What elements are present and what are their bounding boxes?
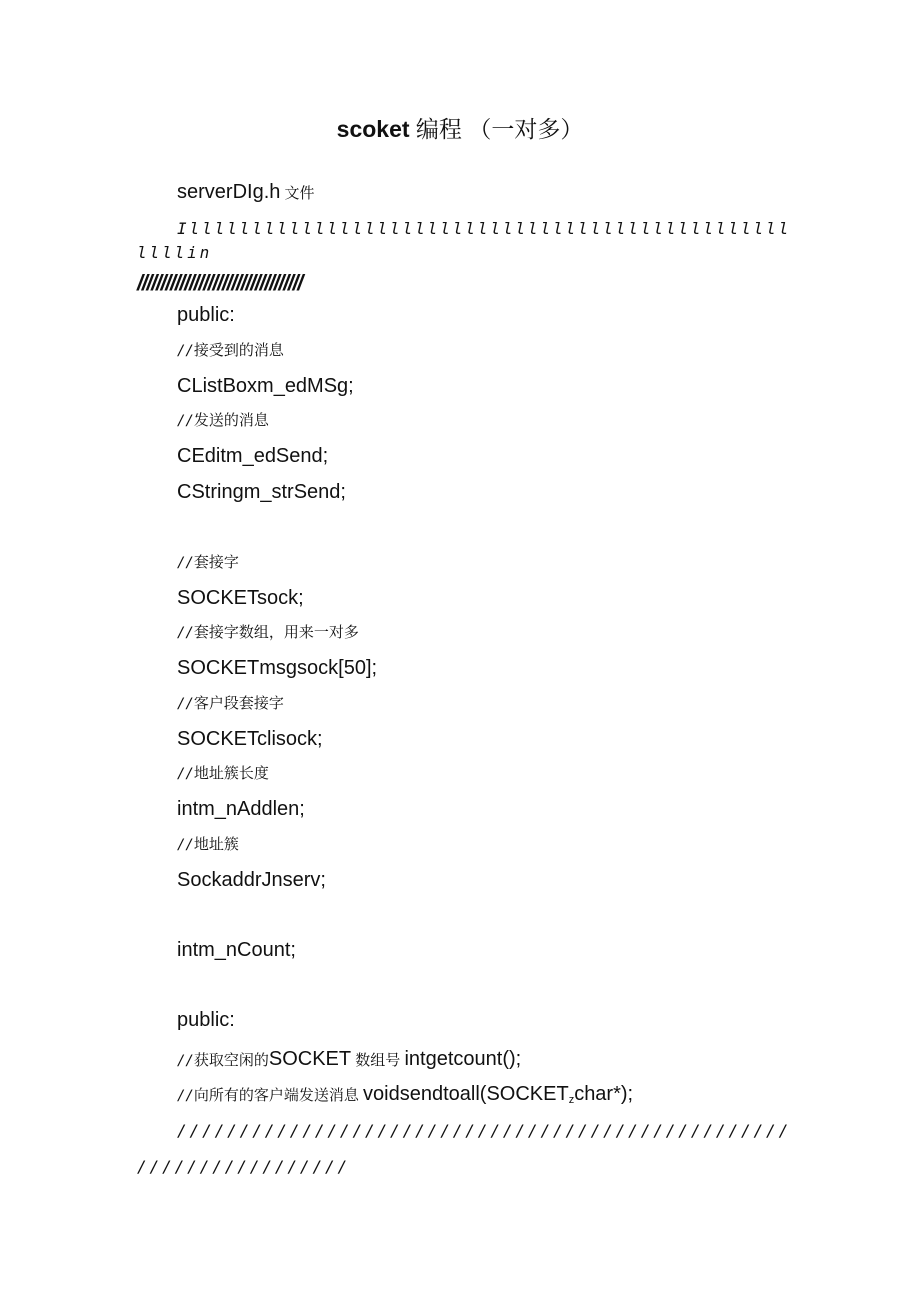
decl-client-socket: SOCKETclisock; [177,728,323,750]
decl-count: intm_nCount; [177,939,296,961]
file-heading [177,182,315,202]
comment-sendtoall: //向所有的客户端发送消息 $voidsendtoall(SOCKET_zchar*)$; [177,1083,634,1106]
decl-string: CStringm_strSend; [177,481,346,503]
decl-edit: CEditm_edSend; [177,445,329,467]
comment-received: //接受到的消息 [177,342,284,359]
title-bold: scoket [336,116,410,142]
public-label-2: public: [177,1009,235,1031]
comment-socket-array: //套接字数组，用来一对多 [177,624,359,641]
separator-line-1b: llllin [137,243,213,262]
comment-send: //发送的消息 [177,412,269,429]
separator-line-1a: Illllllllllllllllllllllllllllllllllllllllllllllll [177,219,792,238]
comment-socket: //套接字 [177,554,239,571]
separator-line-3b: ///////////////// [137,1157,351,1176]
decl-socket: SOCKETsock; [177,587,304,609]
decl-socket-array: SOCKETmsgsock[50]; [177,657,378,679]
separator-line-3a: ///////////////////////////////////////////////// [177,1121,792,1140]
comment-getcount: //获取空闲的SOCKET 数组号 intgetcount(); [177,1048,522,1070]
page-title [0,118,920,141]
comment-address: //地址簇 [177,836,239,853]
decl-address: SockaddrJnserv; [177,869,326,891]
decl-listbox: CListBoxm_edMSg; [177,375,354,397]
decl-address-length: intm_nAddlen; [177,798,305,820]
file-label: 文件 [280,185,315,202]
public-label-1: public: [177,304,235,326]
title-rest: 编程 （一对多） [409,116,584,142]
comment-address-length: //地址簇长度 [177,765,269,782]
file-name: serverDIg.h [177,181,281,203]
separator-line-2: /////////////////////////////////// [137,270,302,295]
comment-client-socket: //客户段套接字 [177,695,284,712]
